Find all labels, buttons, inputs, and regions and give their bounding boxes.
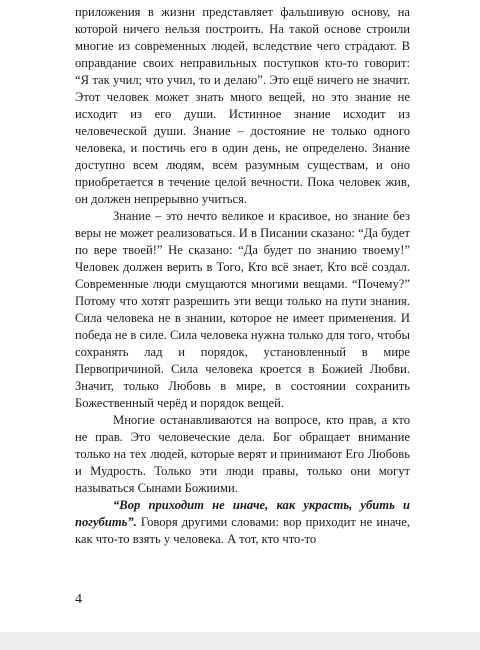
paragraph-2 [75, 208, 410, 412]
paragraph-text: Многие останавливаются на вопросе, кто прав, а кто не прав. Это человеческие дела. Бог обращает внимание только на тех людей, которые верят и принимают Его Любовь и Мудрость. Только эти люди правы, только они могут называться Сынами Божиими. [75, 413, 410, 495]
paragraph-text: Говоря другими словами: вор приходит не иначе, как что-то взять у человека. А тот, кто что-то [75, 515, 410, 546]
paragraph-3 [75, 412, 410, 497]
paragraph-1 [75, 4, 410, 208]
paragraph-text: Знание – это нечто великое и красивое, но знание без веры не может реализоваться. И в Писании сказано: “Да будет по вере твоей!” Не сказано: “Да будет по знанию твоему!” Человек должен верить в Того, Кто всё знает, Кто всё создал. Современные люди смущаются многими вещами. “Почему?” Потому что хотят разрешить эти вещи только на пути знания. Сила человека не в знании, которое не имеет применения. И победа не в силе. Сила человека нужна только для того, чтобы сохранять лад и порядок, установленный в мире Первопричиной. Сила человека кроется в Божией Любви. Значит, только Любовь в мире, в состоянии сохранить Божественный черёд и порядок вещей. [75, 209, 410, 410]
bottom-margin-strip [0, 632, 480, 650]
page-text [75, 4, 410, 548]
emphasized-quote: “Вор приходит не иначе, как украсть, убить и погубить”. [75, 498, 410, 529]
page-number: 4 [75, 592, 82, 607]
paragraph-text: приложения в жизни представляет фальшивую основу, на которой ничего нельзя построить. На такой основе строили многие из современных людей, вследствие чего страдают. В оправдание своих неправильных поступков кто-то говорит: “Я так учил; что учил, то и делаю”. Это ещё ничего не значит. Этот человек может знать много вещей, но это знание не исходит из его души. Истинное знание исходит из человеческой души. Знание – достояние не только одного человека, и постичь его в один день, не определено. Знание доступно всем людям, всем разумным существам, и оно приобретается в течение целой вечности. Пока человек жив, он должен непрерывно учиться. [75, 5, 410, 206]
paragraph-4 [75, 497, 410, 548]
